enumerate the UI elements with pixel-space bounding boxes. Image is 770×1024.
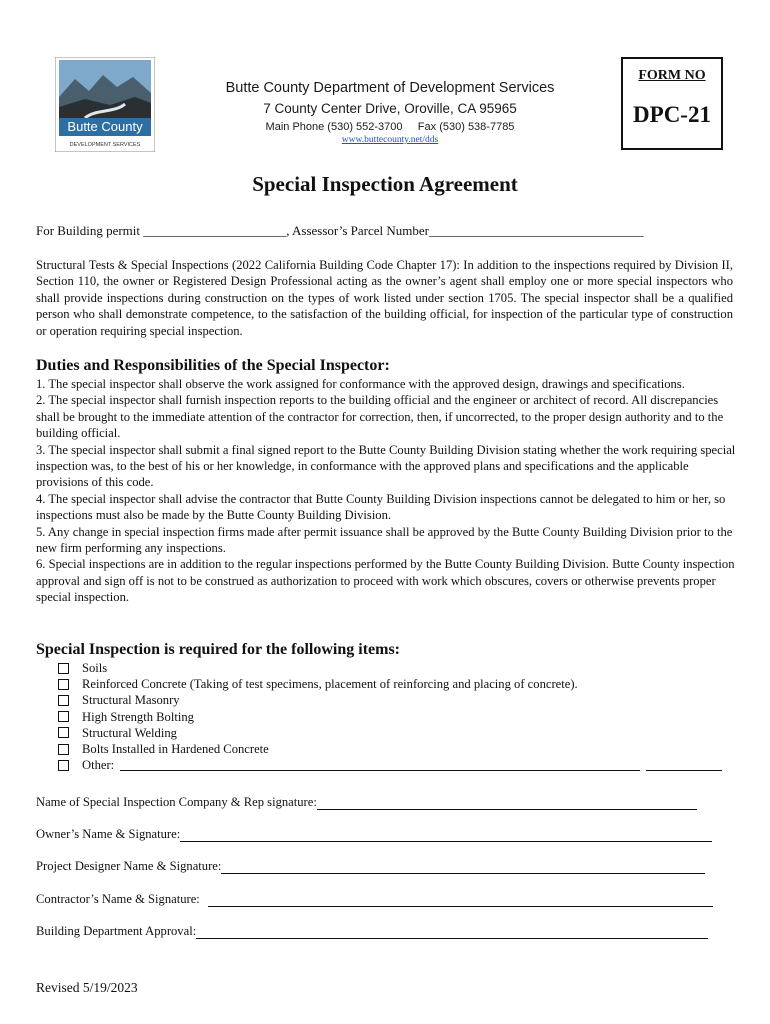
checklist-item-structural-welding bbox=[58, 725, 722, 741]
checklist-label: Soils bbox=[82, 661, 108, 675]
signature-label: Building Department Approval: bbox=[36, 924, 197, 938]
signature-row-project-designer bbox=[36, 859, 705, 874]
checkbox[interactable] bbox=[58, 727, 69, 738]
checkbox[interactable] bbox=[58, 760, 69, 771]
page-title: Special Inspection Agreement bbox=[252, 172, 518, 196]
signature-label: Project Designer Name & Signature: bbox=[36, 859, 222, 873]
department-phone: Main Phone (530) 552-3700 Fax (530) 538-7785 bbox=[265, 121, 515, 133]
signature-label: Name of Special Inspection Company & Rep signature: bbox=[36, 795, 317, 809]
duty-item: 1. The special inspector shall observe the work assigned for conformance with the approved design, drawings and specifications. bbox=[36, 377, 685, 391]
signature-row-building-department bbox=[36, 924, 708, 939]
checkbox[interactable] bbox=[58, 711, 69, 722]
logo-subtext: DEVELOPMENT SERVICES bbox=[69, 142, 141, 148]
permit-parcel-line[interactable]: For Building permit ______________________, Assessor’s Parcel Number_________________________________ bbox=[36, 223, 644, 238]
duty-item: 6. Special inspections are in addition to the regular inspections performed by the Butte County Building Division. Butte County inspection approval and sign off is not to be construed as authorization to proceed with work which obscures, covers or otherwise prevents proper special inspection. bbox=[36, 557, 735, 605]
checkbox[interactable] bbox=[58, 679, 69, 690]
duty-item: 5. Any change in special inspection firms made after permit issuance shall be approved by the Butte County Building Division prior to the new firm performing any inspections. bbox=[36, 524, 733, 556]
signature-line[interactable] bbox=[221, 861, 705, 874]
logo-graphic-icon bbox=[55, 57, 155, 152]
duties-list bbox=[36, 376, 736, 606]
checklist-item-structural-masonry bbox=[58, 692, 722, 708]
other-input-line-2[interactable] bbox=[646, 759, 722, 771]
form-number: DPC-21 bbox=[633, 102, 711, 127]
requirements-checklist bbox=[58, 660, 722, 773]
checklist-label: Structural Masonry bbox=[82, 693, 180, 708]
form-no-label: FORM NO bbox=[638, 68, 706, 83]
website-link[interactable]: www.buttecounty.net/dds bbox=[341, 135, 439, 145]
checklist-item-bolts-hardened-concrete bbox=[58, 741, 722, 757]
checklist-label: High Strength Bolting bbox=[82, 709, 194, 724]
signature-label: Owner’s Name & Signature: bbox=[36, 827, 181, 841]
other-input-line[interactable] bbox=[120, 759, 640, 771]
duty-item: 3. The special inspector shall submit a final signed report to the Butte County Building Division stating whether the work requiring special inspection was, to the best of his or her knowledge, in conformance with the approved plans and specifications and the applicable provisions of this code. bbox=[36, 442, 736, 490]
form-number-box bbox=[621, 57, 723, 150]
checkbox[interactable] bbox=[58, 695, 69, 706]
butte-county-logo bbox=[55, 57, 155, 152]
duty-item: 4. The special inspector shall advise the contractor that Butte County Building Division inspections cannot be delegated to him or her, so inspections must also be made by the Butte County Building Division. bbox=[36, 491, 726, 523]
checkbox[interactable] bbox=[58, 663, 69, 674]
signature-line[interactable] bbox=[317, 797, 697, 810]
department-address: 7 County Center Drive, Oroville, CA 95965 bbox=[263, 101, 517, 116]
signature-row-inspection-company bbox=[36, 795, 697, 810]
checklist-label: Structural Welding bbox=[82, 725, 177, 740]
signature-line[interactable] bbox=[196, 926, 708, 939]
duties-heading: Duties and Responsibilities of the Special Inspector: bbox=[36, 357, 390, 374]
requirements-heading: Special Inspection is required for the following items: bbox=[36, 641, 400, 658]
checklist-item-high-strength-bolting bbox=[58, 709, 722, 725]
logo-text: Butte County bbox=[67, 119, 143, 134]
revision-date: Revised 5/19/2023 bbox=[36, 980, 138, 995]
signature-row-contractor bbox=[36, 892, 713, 907]
checkbox[interactable] bbox=[58, 744, 69, 755]
signature-row-owner bbox=[36, 827, 712, 842]
checklist-label: Reinforced Concrete (Taking of test specimens, placement of reinforcing and placing of concrete). bbox=[82, 677, 578, 692]
checklist-item-soils bbox=[58, 660, 722, 676]
checklist-label: Bolts Installed in Hardened Concrete bbox=[82, 741, 269, 756]
duty-item: 2. The special inspector shall furnish inspection reports to the building official and the engineer or architect of record. All discrepancies shall be brought to the immediate attention of the contractor for correction, then, if uncorrected, to the proper design authority and to the building official. bbox=[36, 393, 724, 441]
signature-line[interactable] bbox=[180, 829, 712, 842]
signature-label: Contractor’s Name & Signature: bbox=[36, 892, 200, 906]
checklist-label: Other: bbox=[82, 758, 115, 773]
checklist-item-reinforced-concrete bbox=[58, 676, 722, 692]
signature-line[interactable] bbox=[208, 894, 713, 907]
intro-paragraph: Structural Tests & Special Inspections (2022 California Building Code Chapter 17): In addition to the inspections required by Division II, Section 110, the owner or Registered Design Professional acting as the owner’s agent shall employ one or more special inspectors who shall provide inspections during construction on the types of work listed under section 1705. The special inspector shall be a qualified person who shall demonstrate competence, to the satisfaction of the building official, for inspection of the particular type of construction or operation requiring special inspection. bbox=[36, 258, 733, 338]
checklist-item-other bbox=[58, 757, 722, 773]
department-name: Butte County Department of Development Services bbox=[225, 80, 555, 96]
